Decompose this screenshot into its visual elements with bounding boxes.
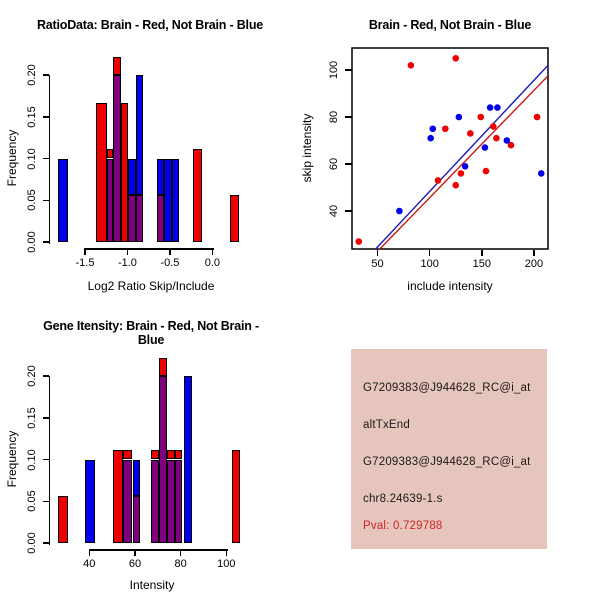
- y-tick-label: 0.00: [26, 231, 38, 253]
- x-tick: [134, 549, 136, 556]
- y-tick-label: 100: [328, 60, 340, 80]
- ratio-hist-title: RatioData: Brain - Red, Not Brain - Blue: [36, 18, 264, 32]
- hist-bar: [232, 450, 240, 543]
- x-axis-line: [89, 549, 227, 551]
- y-tick: [43, 542, 49, 544]
- scatter-ylabel: skip intensity: [300, 113, 314, 183]
- probe-id-line-2: G7209383@J944628_RC@i_at: [363, 456, 531, 468]
- x-tick-label: 50: [371, 258, 384, 270]
- hist-bar: [123, 460, 132, 544]
- hist-bar: [151, 450, 159, 459]
- gene-hist-title: Gene Itensity: Brain - Red, Not Brain - Blue: [43, 319, 259, 347]
- probe-id-line-1: G7209383@J944628_RC@i_at: [363, 382, 531, 394]
- pval-line: Pval: 0.729788: [363, 520, 443, 532]
- x-tick-label: 80: [174, 558, 187, 570]
- y-tick: [43, 417, 49, 419]
- y-tick-label: 80: [328, 110, 340, 124]
- x-tick-label: -1.0: [117, 257, 137, 269]
- hist-bar: [175, 450, 183, 459]
- y-tick: [43, 459, 49, 461]
- y-tick-label: 0.00: [26, 532, 38, 554]
- info-panel: [351, 349, 547, 549]
- hist-bar: [123, 450, 132, 459]
- x-tick-label: 0.0: [204, 257, 220, 269]
- y-tick-label: 0.15: [26, 106, 38, 128]
- hist-bar: [113, 450, 123, 543]
- x-tick: [180, 549, 182, 556]
- y-tick: [43, 501, 49, 503]
- y-tick-label: 0.15: [26, 407, 38, 429]
- hist-bar: [159, 358, 167, 376]
- ratio-hist-ylabel: Frequency: [5, 129, 19, 187]
- y-tick-label: 0.05: [26, 490, 38, 512]
- x-tick-label: 100: [217, 558, 236, 570]
- y-tick-label: 60: [328, 157, 340, 171]
- y-tick-label: 40: [328, 204, 340, 218]
- x-tick: [226, 549, 228, 556]
- y-tick-label: 0.10: [26, 147, 38, 170]
- x-tick-label: -1.5: [75, 257, 95, 269]
- hist-bar: [85, 460, 95, 544]
- hist-bar: [184, 376, 192, 543]
- y-axis-line: [49, 376, 51, 545]
- x-tick-label: -0.5: [160, 257, 180, 269]
- gene-hist-xlabel: Intensity: [129, 578, 175, 592]
- hist-bar: [151, 460, 159, 544]
- x-tick: [89, 549, 91, 556]
- hist-bar: [167, 450, 175, 459]
- chromosome-line: chr8.24639-1.s: [363, 493, 443, 505]
- hist-bar: [175, 460, 183, 544]
- hist-bar: [159, 376, 167, 543]
- ratio-hist-xlabel: Log2 Ratio Skip/Include: [87, 279, 215, 293]
- x-tick-label: 200: [524, 258, 544, 270]
- scatter-xlabel: include intensity: [407, 279, 493, 293]
- y-tick-label: 0.20: [26, 64, 38, 86]
- x-tick-label: 100: [420, 258, 439, 270]
- x-tick-label: 150: [472, 258, 491, 270]
- x-tick-label: 40: [83, 558, 96, 570]
- hist-bar: [58, 496, 68, 543]
- hist-bar: [133, 496, 141, 543]
- y-tick-label: 0.10: [26, 448, 38, 471]
- gene-hist-ylabel: Frequency: [5, 430, 19, 488]
- hist-bar: [133, 460, 141, 497]
- y-tick: [43, 375, 49, 377]
- y-tick-label: 0.05: [26, 189, 38, 211]
- hist-bar: [167, 460, 175, 544]
- scatter-title: Brain - Red, Not Brain - Blue: [368, 18, 532, 32]
- splice-type-line: altTxEnd: [363, 419, 410, 431]
- y-tick-label: 0.20: [26, 365, 38, 387]
- x-tick-label: 60: [128, 558, 142, 570]
